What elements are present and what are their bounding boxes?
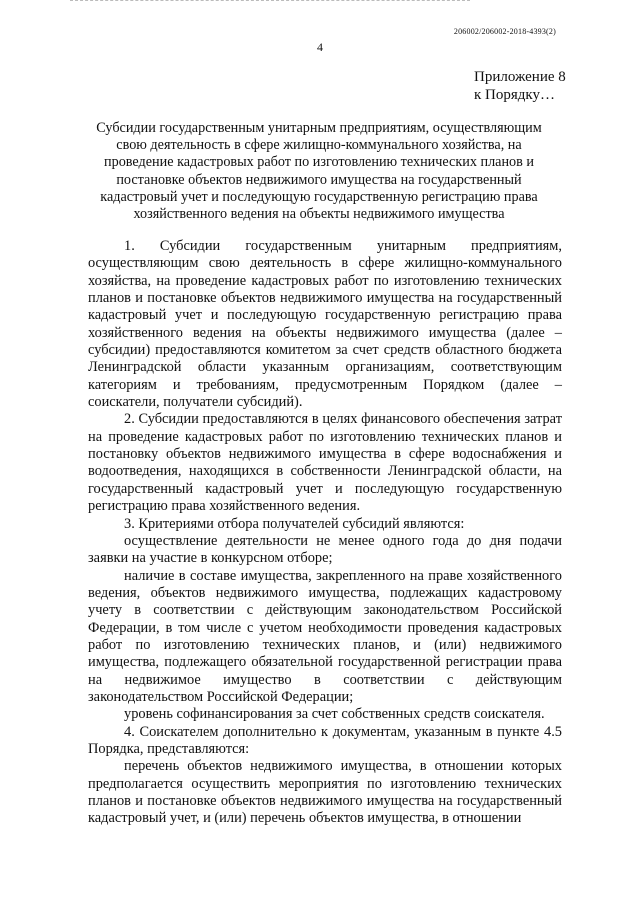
paragraph: 3. Критериями отбора получателей субсидий являются: (124, 515, 465, 532)
paragraph: 1. Субсидии государственным унитарным предприятиям, осуществляющим свою деятельность в сфере жилищно-коммунального хозяйства, на проведение кадастровых работ по изготовлению технических планов и постановке объектов недвижимого имущества на государственный кадастровый учет и последующую государственную регистрацию права хозяйственного ведения на объекты недвижимого имущества (далее – субсидии) предоставляются комитетом за счет средств областного бюджета Ленинградской области указанным организациям, соответствующим категориям и требованиям, предусмотренным Порядком (далее – соискатели, получатели субсидий). (88, 238, 562, 411)
document-title: Субсидии государственным унитарным предприятиям, осуществляющим свою деятельность в сфере жилищно-коммунального хозяйства, на проведение кадастровых работ по изготовлению технических планов и постановке объектов недвижимого имущества на государственный кадастровый учет и последующую государственную регистрацию права хозяйственного ведения на объекты недвижимого имущества (96, 120, 542, 223)
paragraph: 4. Соискателем дополнительно к документам, указанным в пункте 4.5 Порядка, представляются: (88, 723, 562, 757)
page-number: 4 (317, 40, 323, 54)
appendix-line-2: к Порядку… (474, 87, 555, 103)
paragraph: наличие в составе имущества, закрепленного на праве хозяйственного ведения, объектов недвижимого имущества, подлежащих кадастровому учету в соответствии с действующим законодательством Российской Федерации, в том числе с учетом необходимости проведения кадастровых работ по изготовлению технических планов, и (или) недвижимого имущества, подлежащего обязательной государственной регистрации права на недвижимое имущество в соответствии с действующим законодательством Российской Федерации; (88, 567, 562, 705)
appendix-reference (474, 68, 566, 104)
document-number: 206002/206002-2018-4393(2) (453, 27, 556, 36)
scan-edge-line (70, 0, 470, 4)
paragraph: перечень объектов недвижимого имущества, в отношении которых предполагается осуществить мероприятия по изготовлению технических планов и постановке объектов недвижимого имущества на государственный кадастровый учет, и (или) перечень объектов имущества, в отношении (88, 758, 562, 827)
paragraph: 2. Субсидии предоставляются в целях финансового обеспечения затрат на проведение кадастровых работ по изготовлению технических планов и постановку объектов недвижимого имущества в сфере водоснабжения и водоотведения, находящихся в собственности Ленинградской области, на государственный кадастровый учет и последующую государственную регистрацию права хозяйственного ведения. (88, 411, 562, 515)
document-body (88, 238, 562, 828)
appendix-line-1: Приложение 8 (474, 69, 566, 85)
paragraph: уровень софинансирования за счет собственных средств соискателя. (124, 706, 545, 723)
paragraph: осуществление деятельности не менее одного года до дня подачи заявки на участие в конкурсном отборе; (88, 532, 562, 567)
